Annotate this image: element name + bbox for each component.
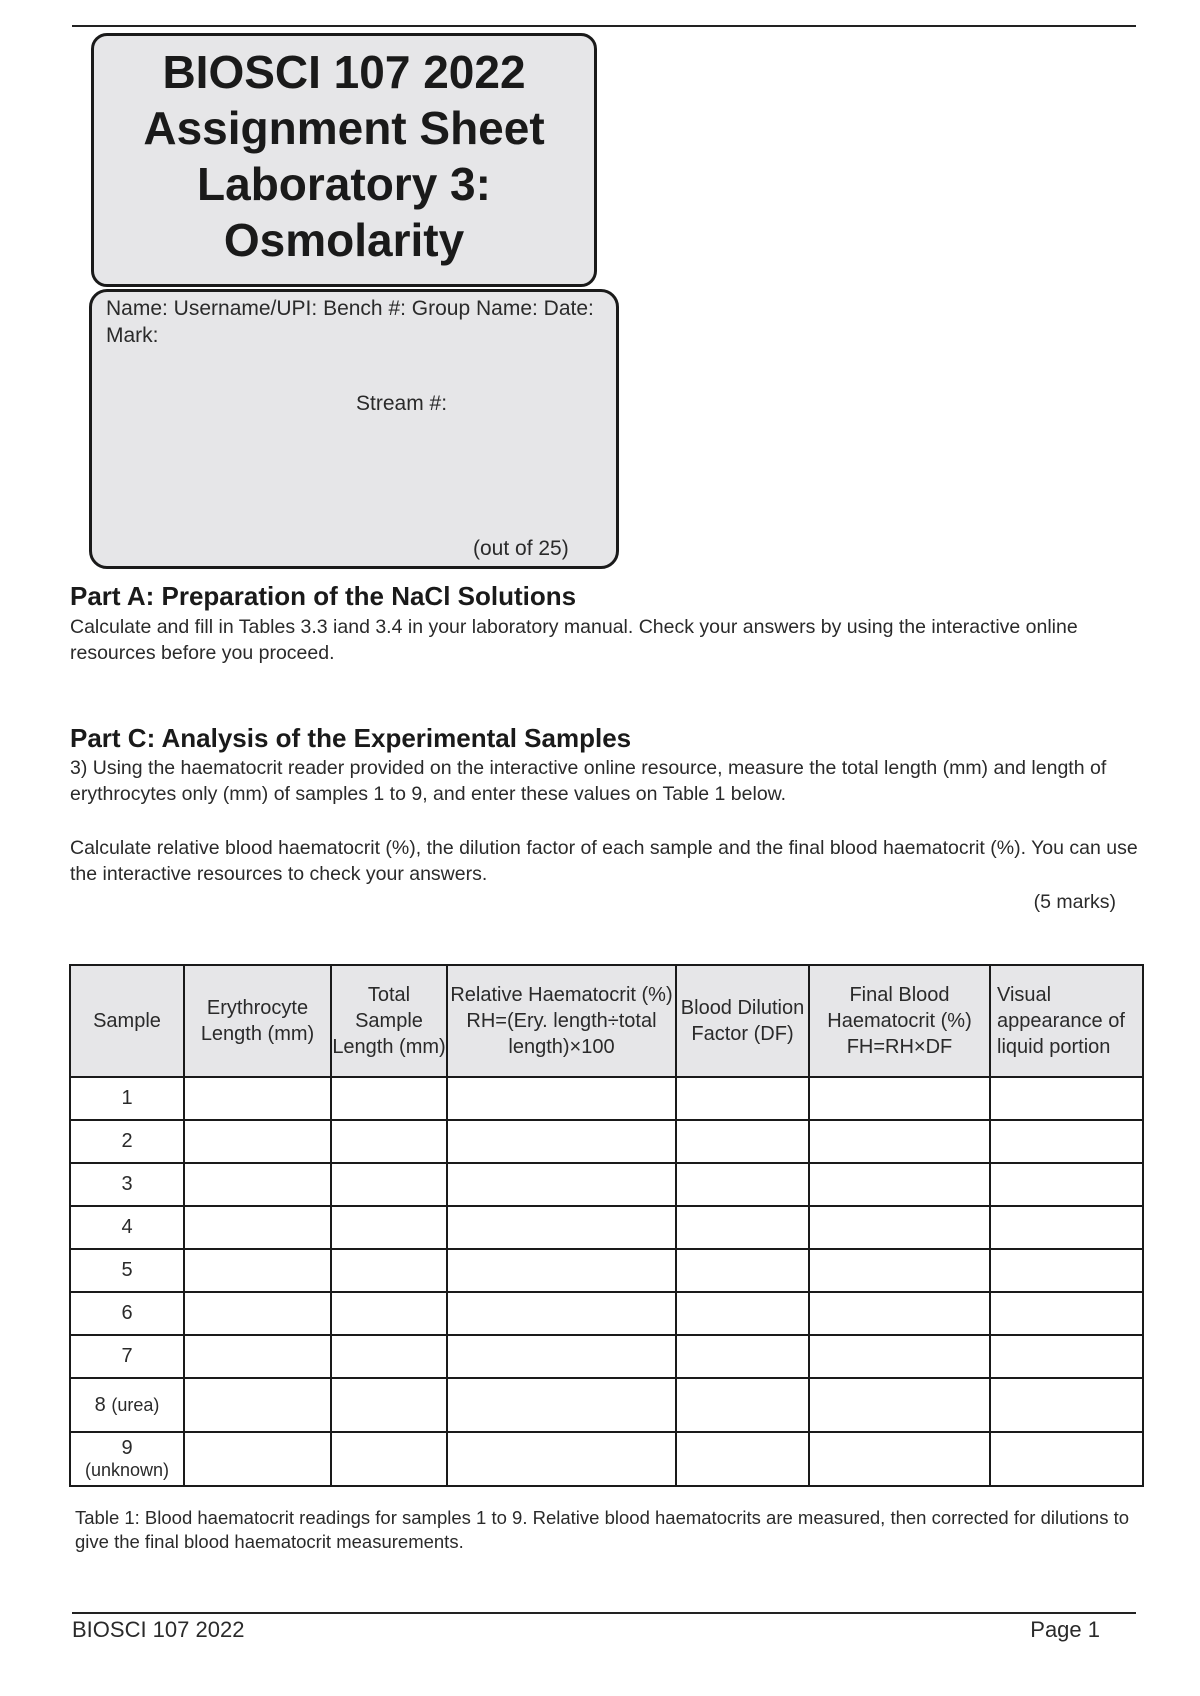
sample-cell [70,1249,184,1292]
top-rule [72,25,1136,27]
total-length-cell[interactable] [331,1163,447,1206]
document-title: BIOSCI 107 2022 Assignment Sheet Laboratory 3: Osmolarity [143,46,545,266]
header-blood-dilution-factor: Blood Dilution Factor (DF) [676,965,809,1077]
final-haematocrit-cell[interactable] [809,1120,990,1163]
sample-cell [70,1378,184,1432]
dilution-factor-cell[interactable] [676,1206,809,1249]
footer-page-number: Page 1 [1030,1617,1100,1642]
header-relative-haematocrit-label: Relative Haematocrit (%) [450,984,673,1006]
sample-number: 2 [121,1130,133,1152]
sample-cell [70,1292,184,1335]
visual-appearance-cell[interactable] [990,1120,1143,1163]
sample-cell [70,1163,184,1206]
final-haematocrit-cell[interactable] [809,1335,990,1378]
dilution-factor-cell[interactable] [676,1163,809,1206]
relative-haematocrit-cell[interactable] [447,1378,676,1432]
dilution-factor-cell[interactable] [676,1432,809,1486]
erythrocyte-length-cell[interactable] [184,1206,331,1249]
total-length-cell[interactable] [331,1378,447,1432]
header-final-blood-haematocrit-formula: FH=RH×DF [846,1036,953,1058]
sample-number: 6 [121,1302,133,1324]
table-row [70,1077,1143,1120]
visual-appearance-cell[interactable] [990,1292,1143,1335]
relative-haematocrit-cell[interactable] [447,1432,676,1486]
table-row [70,1206,1143,1249]
haematocrit-table [69,964,1144,1487]
header-final-blood-haematocrit [809,965,990,1077]
sample-number: 4 [121,1216,133,1238]
erythrocyte-length-cell[interactable] [184,1292,331,1335]
sample-cell [70,1206,184,1249]
relative-haematocrit-cell[interactable] [447,1163,676,1206]
part-c-instructions: 3) Using the haematocrit reader provided on the interactive online resource, measure the total length (mm) and length of erythrocytes only (mm) of samples 1 to 9, and enter these values on Table 1 below. [70,757,1107,805]
table-row [70,1163,1143,1206]
mark-label: Mark: [106,324,159,347]
header-visual-appearance: Visual appearance of liquid portion [990,965,1143,1077]
table-row [70,1378,1143,1432]
out-of-label: (out of 25) [473,537,569,560]
dilution-factor-cell[interactable] [676,1292,809,1335]
total-length-cell[interactable] [331,1206,447,1249]
header-erythrocyte-length: Erythrocyte Length (mm) [184,965,331,1077]
sample-number: 1 [121,1087,133,1109]
table-header-row [70,965,1143,1077]
sample-cell [70,1432,184,1486]
erythrocyte-length-cell[interactable] [184,1432,331,1486]
visual-appearance-cell[interactable] [990,1077,1143,1120]
header-total-sample-length: Total Sample Length (mm) [331,965,447,1077]
final-haematocrit-cell[interactable] [809,1432,990,1486]
visual-appearance-cell[interactable] [990,1335,1143,1378]
final-haematocrit-cell[interactable] [809,1077,990,1120]
sample-note: (urea) [111,1395,160,1415]
sample-number: 7 [121,1345,133,1367]
sample-number: 8 [94,1394,106,1416]
relative-haematocrit-cell[interactable] [447,1120,676,1163]
part-c-calculation-text: Calculate relative blood haematocrit (%), the dilution factor of each sample and the final blood haematocrit (%). You can use the interactive resources to check your answers. [70,837,1138,885]
table-caption: Table 1: Blood haematocrit readings for samples 1 to 9. Relative blood haematocrits are measured, then corrected for dilutions to give the final blood haematocrit measurements. [75,1507,1130,1552]
sample-number: 3 [121,1173,133,1195]
table-row [70,1335,1143,1378]
final-haematocrit-cell[interactable] [809,1292,990,1335]
relative-haematocrit-cell[interactable] [447,1335,676,1378]
header-final-blood-haematocrit-label: Final Blood Haematocrit (%) [827,984,972,1032]
title-box [91,33,597,287]
total-length-cell[interactable] [331,1335,447,1378]
erythrocyte-length-cell[interactable] [184,1335,331,1378]
part-a-heading: Part A: Preparation of the NaCl Solutions [70,581,577,611]
total-length-cell[interactable] [331,1292,447,1335]
table-row [70,1292,1143,1335]
table-row [70,1249,1143,1292]
total-length-cell[interactable] [331,1077,447,1120]
table-row [70,1432,1143,1486]
dilution-factor-cell[interactable] [676,1335,809,1378]
erythrocyte-length-cell[interactable] [184,1163,331,1206]
relative-haematocrit-cell[interactable] [447,1077,676,1120]
sample-number: 5 [121,1259,133,1281]
total-length-cell[interactable] [331,1249,447,1292]
final-haematocrit-cell[interactable] [809,1378,990,1432]
sample-cell [70,1335,184,1378]
header-sample: Sample [70,965,184,1077]
table-row [70,1120,1143,1163]
visual-appearance-cell[interactable] [990,1163,1143,1206]
dilution-factor-cell[interactable] [676,1077,809,1120]
footer-course: BIOSCI 107 2022 [72,1617,245,1642]
marks-label: (5 marks) [1033,891,1116,913]
dilution-factor-cell[interactable] [676,1249,809,1292]
sample-cell [70,1077,184,1120]
part-c-heading: Part C: Analysis of the Experimental Samples [70,723,632,753]
erythrocyte-length-cell[interactable] [184,1077,331,1120]
visual-appearance-cell[interactable] [990,1432,1143,1486]
header-relative-haematocrit [447,965,676,1077]
total-length-cell[interactable] [331,1120,447,1163]
sample-number: 9 [121,1437,133,1459]
final-haematocrit-cell[interactable] [809,1206,990,1249]
relative-haematocrit-cell[interactable] [447,1292,676,1335]
relative-haematocrit-cell[interactable] [447,1206,676,1249]
dilution-factor-cell[interactable] [676,1378,809,1432]
visual-appearance-cell[interactable] [990,1378,1143,1432]
header-relative-haematocrit-formula: RH=(Ery. length÷total length)×100 [466,1010,657,1058]
student-info-fields: Name: Username/UPI: Bench #: Group Name: Date: [106,297,594,320]
dilution-factor-cell[interactable] [676,1120,809,1163]
erythrocyte-length-cell[interactable] [184,1120,331,1163]
total-length-cell[interactable] [331,1432,447,1486]
erythrocyte-length-cell[interactable] [184,1249,331,1292]
visual-appearance-cell[interactable] [990,1249,1143,1292]
final-haematocrit-cell[interactable] [809,1163,990,1206]
student-info-box [89,289,619,569]
relative-haematocrit-cell[interactable] [447,1249,676,1292]
part-a-text: Calculate and fill in Tables 3.3 iand 3.4 in your laboratory manual. Check your answers by using the interactive online resources before you proceed. [70,616,1078,664]
visual-appearance-cell[interactable] [990,1206,1143,1249]
sample-note: (unknown) [84,1460,170,1480]
stream-label: Stream #: [356,392,448,415]
final-haematocrit-cell[interactable] [809,1249,990,1292]
sample-cell [70,1120,184,1163]
erythrocyte-length-cell[interactable] [184,1378,331,1432]
bottom-rule [72,1612,1136,1614]
